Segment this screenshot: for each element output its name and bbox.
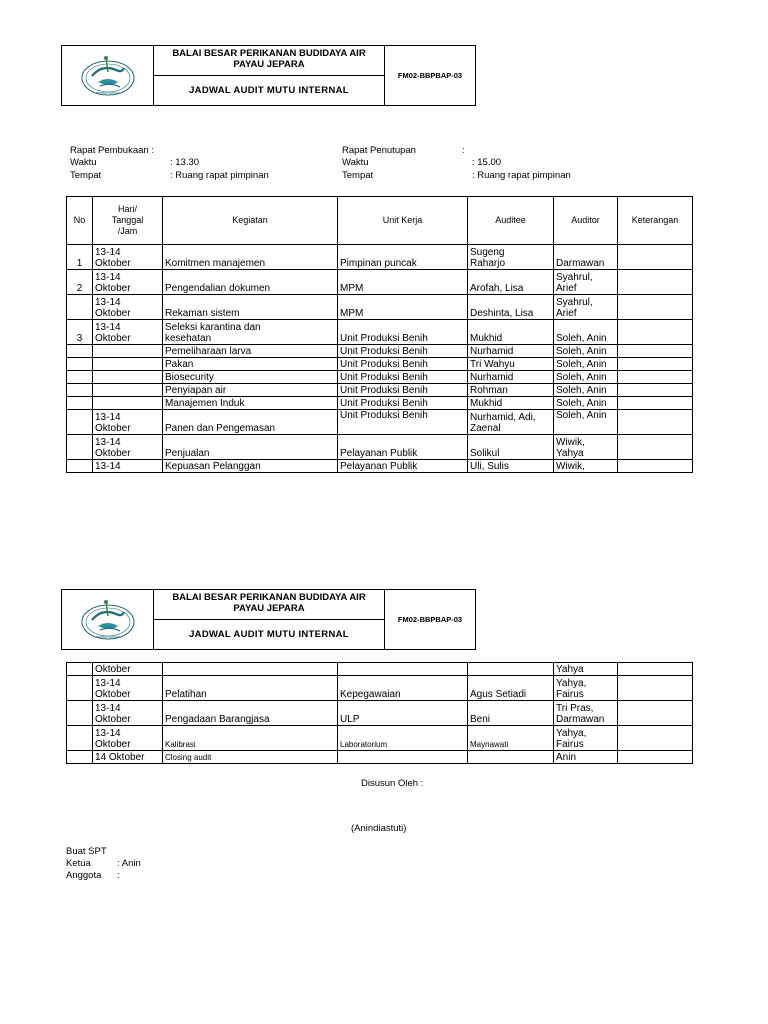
cell-auditee: Arofah, Lisa — [468, 270, 554, 295]
header-notes: Keterangan — [618, 197, 693, 245]
cell-unit: MPM — [338, 295, 468, 320]
document-title: JADWAL AUDIT MUTU INTERNAL — [189, 85, 349, 96]
cell-auditor: Wiwik, Yahya — [554, 435, 618, 460]
cell-notes — [618, 435, 693, 460]
cell-unit: Pimpinan puncak — [338, 245, 468, 270]
cell-auditor: Tri Pras, Darmawan — [554, 701, 618, 726]
cell-unit: Unit Produksi Benih — [338, 384, 468, 397]
cell-notes — [618, 460, 693, 473]
fisheries-logo-icon — [62, 46, 154, 105]
cell-auditor: Syahrul, Arief — [554, 270, 618, 295]
cell-no: 3 — [67, 320, 93, 345]
cell-auditee: Nurhamid — [468, 371, 554, 384]
opening-time-label: Waktu — [70, 157, 97, 168]
cell-activity: Pakan — [163, 358, 338, 371]
cell-unit: Laboratorium — [338, 726, 468, 751]
table-row — [67, 460, 693, 473]
cell-date: 13-14 Oktober — [93, 676, 163, 701]
cell-activity: Pengadaan Barangjasa — [163, 701, 338, 726]
closing-colon: : — [462, 145, 465, 156]
table-row — [67, 751, 693, 764]
cell-auditee: Nurhamid — [468, 345, 554, 358]
svg-text:BBPBAP JEPARA: BBPBAP JEPARA — [95, 91, 121, 95]
cell-unit — [338, 663, 468, 676]
cell-activity: Pemeliharaan larva — [163, 345, 338, 358]
cell-notes — [618, 410, 693, 435]
cell-no — [67, 435, 93, 460]
form-code: FM02-BBPBAP-03 — [397, 71, 463, 80]
cell-notes — [618, 701, 693, 726]
document-title: JADWAL AUDIT MUTU INTERNAL — [189, 629, 349, 640]
header-unit: Unit Kerja — [338, 197, 468, 245]
cell-no — [67, 371, 93, 384]
cell-activity: Closing audit — [163, 751, 338, 764]
cell-auditor: Darmawan — [554, 245, 618, 270]
cell-no: 2 — [67, 270, 93, 295]
cell-date: 13-14 Oktober — [93, 701, 163, 726]
cell-unit: ULP — [338, 701, 468, 726]
table-row — [67, 663, 693, 676]
table-row — [67, 435, 693, 460]
institution-name: BALAI BESAR PERIKANAN BUDIDAYA AIR PAYAU JEPARA — [154, 46, 384, 76]
header-date: Hari/ Tanggal /Jam — [93, 197, 163, 245]
cell-unit — [338, 751, 468, 764]
opening-time: : 13.30 — [170, 157, 200, 168]
spt-label: Buat SPT — [66, 846, 107, 857]
document-header-page2 — [61, 589, 476, 650]
cell-auditor: Soleh, Anin — [554, 345, 618, 358]
cell-auditee: Beni — [468, 701, 554, 726]
cell-no — [67, 460, 93, 473]
chair-label: Ketua — [66, 858, 91, 869]
opening-place: : Ruang rapat pimpinan — [170, 170, 269, 181]
table-row — [67, 676, 693, 701]
cell-auditor: Soleh, Anin — [554, 397, 618, 410]
cell-activity: Kalibrasi — [163, 726, 338, 751]
cell-unit: Unit Produksi Benih — [338, 358, 468, 371]
cell-notes — [618, 345, 693, 358]
cell-auditee — [468, 751, 554, 764]
cell-unit: MPM — [338, 270, 468, 295]
cell-auditor: Wiwik, — [554, 460, 618, 473]
cell-date: 13-14 Oktober — [93, 295, 163, 320]
cell-date: Oktober — [93, 663, 163, 676]
cell-date — [93, 358, 163, 371]
cell-no — [67, 726, 93, 751]
table-row — [67, 295, 693, 320]
cell-notes — [618, 384, 693, 397]
svg-text:BBPBAP JEPARA: BBPBAP JEPARA — [95, 635, 121, 639]
cell-auditor: Soleh, Anin — [554, 320, 618, 345]
cell-activity: Manajemen Induk — [163, 397, 338, 410]
table-row — [67, 345, 693, 358]
cell-unit: Unit Produksi Benih — [338, 345, 468, 358]
cell-date: 13-14 Oktober — [93, 410, 163, 435]
cell-notes — [618, 663, 693, 676]
cell-auditee: Deshinta, Lisa — [468, 295, 554, 320]
header-no: No — [67, 197, 93, 245]
cell-no — [67, 676, 93, 701]
institution-name: BALAI BESAR PERIKANAN BUDIDAYA AIR PAYAU JEPARA — [154, 590, 384, 620]
table-header-row — [67, 197, 693, 245]
cell-notes — [618, 245, 693, 270]
header-auditor: Auditor — [554, 197, 618, 245]
cell-auditee: Mukhid — [468, 320, 554, 345]
table-row — [67, 320, 693, 345]
cell-auditor: Soleh, Anin — [554, 358, 618, 371]
cell-no — [67, 410, 93, 435]
cell-notes — [618, 726, 693, 751]
cell-date: 13-14 Oktober — [93, 270, 163, 295]
prepared-by-label: Disusun Oleh : — [361, 778, 424, 789]
closing-label: Rapat Penutupan — [342, 145, 416, 156]
table-row — [67, 371, 693, 384]
table-row — [67, 245, 693, 270]
table-row — [67, 726, 693, 751]
cell-date — [93, 384, 163, 397]
cell-unit: Kepegawaian — [338, 676, 468, 701]
cell-notes — [618, 371, 693, 384]
cell-date: 13-14 Oktober — [93, 245, 163, 270]
cell-notes — [618, 358, 693, 371]
table-row — [67, 701, 693, 726]
cell-auditee: Mukhid — [468, 397, 554, 410]
cell-auditor: Syahrul, Arief — [554, 295, 618, 320]
table-row — [67, 410, 693, 435]
logo-cell — [62, 590, 154, 649]
closing-place: : Ruang rapat pimpinan — [472, 170, 571, 181]
cell-auditee: Solikul — [468, 435, 554, 460]
cell-unit: Pelayanan Publik — [338, 460, 468, 473]
cell-auditee: Agus Setiadi — [468, 676, 554, 701]
cell-unit: Unit Produksi Benih — [338, 320, 468, 345]
cell-activity: Komitmen manajemen — [163, 245, 338, 270]
signatory-name: (Anindiastuti) — [351, 823, 407, 834]
table-row — [67, 397, 693, 410]
cell-date — [93, 397, 163, 410]
cell-date: 13-14 Oktober — [93, 320, 163, 345]
cell-auditor: Soleh, Anin — [554, 410, 618, 435]
audit-schedule-table-continued — [66, 662, 693, 764]
table-row — [67, 384, 693, 397]
cell-notes — [618, 397, 693, 410]
form-code: FM02-BBPBAP-03 — [397, 615, 463, 624]
cell-notes — [618, 270, 693, 295]
cell-activity: Penjualan — [163, 435, 338, 460]
cell-activity: Pengendalian dokumen — [163, 270, 338, 295]
cell-auditee: Uli, Sulis — [468, 460, 554, 473]
header-activity: Kegiatan — [163, 197, 338, 245]
cell-date — [93, 345, 163, 358]
cell-auditee: Sugeng Raharjo — [468, 245, 554, 270]
cell-auditor: Yahya, Fairus — [554, 726, 618, 751]
table-row — [67, 358, 693, 371]
cell-no — [67, 397, 93, 410]
cell-notes — [618, 295, 693, 320]
cell-date: 13-14 Oktober — [93, 435, 163, 460]
cell-unit: Pelayanan Publik — [338, 435, 468, 460]
cell-auditor: Yahya, Fairus — [554, 676, 618, 701]
cell-no — [67, 358, 93, 371]
cell-unit: Unit Produksi Benih — [338, 371, 468, 384]
cell-no — [67, 663, 93, 676]
cell-activity: Penyiapan air — [163, 384, 338, 397]
cell-no: 1 — [67, 245, 93, 270]
cell-no — [67, 701, 93, 726]
logo-cell — [62, 46, 154, 105]
cell-auditee: Nurhamid, Adi, Zaenal — [468, 410, 554, 435]
closing-time-label: Waktu — [342, 157, 369, 168]
closing-place-label: Tempat — [342, 170, 374, 181]
cell-no — [67, 751, 93, 764]
opening-place-label: Tempat — [70, 170, 102, 181]
cell-notes — [618, 676, 693, 701]
fisheries-logo-icon — [62, 590, 154, 649]
document-header — [61, 45, 476, 106]
cell-auditor: Soleh, Anin — [554, 371, 618, 384]
cell-auditee: Tri Wahyu — [468, 358, 554, 371]
cell-activity: Panen dan Pengemasan — [163, 410, 338, 435]
cell-date — [93, 371, 163, 384]
cell-activity — [163, 663, 338, 676]
cell-auditor: Soleh, Anin — [554, 384, 618, 397]
member-value: : — [117, 870, 120, 881]
cell-auditee: Maynawati — [468, 726, 554, 751]
cell-no — [67, 384, 93, 397]
closing-time: : 15.00 — [472, 157, 502, 168]
cell-date: 13-14 Oktober — [93, 726, 163, 751]
cell-unit: Unit Produksi Benih — [338, 410, 468, 435]
cell-no — [67, 345, 93, 358]
member-label: Anggota — [66, 870, 102, 881]
cell-activity: Pelatihan — [163, 676, 338, 701]
cell-unit: Unit Produksi Benih — [338, 397, 468, 410]
cell-auditor: Yahya — [554, 663, 618, 676]
cell-notes — [618, 751, 693, 764]
header-auditee: Auditee — [468, 197, 554, 245]
cell-notes — [618, 320, 693, 345]
cell-date: 14 Oktober — [93, 751, 163, 764]
audit-schedule-table — [66, 196, 693, 473]
cell-activity: Seleksi karantina dan kesehatan — [163, 320, 338, 345]
cell-auditee — [468, 663, 554, 676]
cell-activity: Rekaman sistem — [163, 295, 338, 320]
cell-auditee: Rohman — [468, 384, 554, 397]
opening-label: Rapat Pembukaan : — [70, 145, 154, 156]
table-row — [67, 270, 693, 295]
cell-activity: Kepuasan Pelanggan — [163, 460, 338, 473]
cell-date: 13-14 — [93, 460, 163, 473]
cell-auditor: Anin — [554, 751, 618, 764]
cell-no — [67, 295, 93, 320]
cell-activity: Biosecurity — [163, 371, 338, 384]
chair-value: : Anin — [117, 858, 141, 869]
